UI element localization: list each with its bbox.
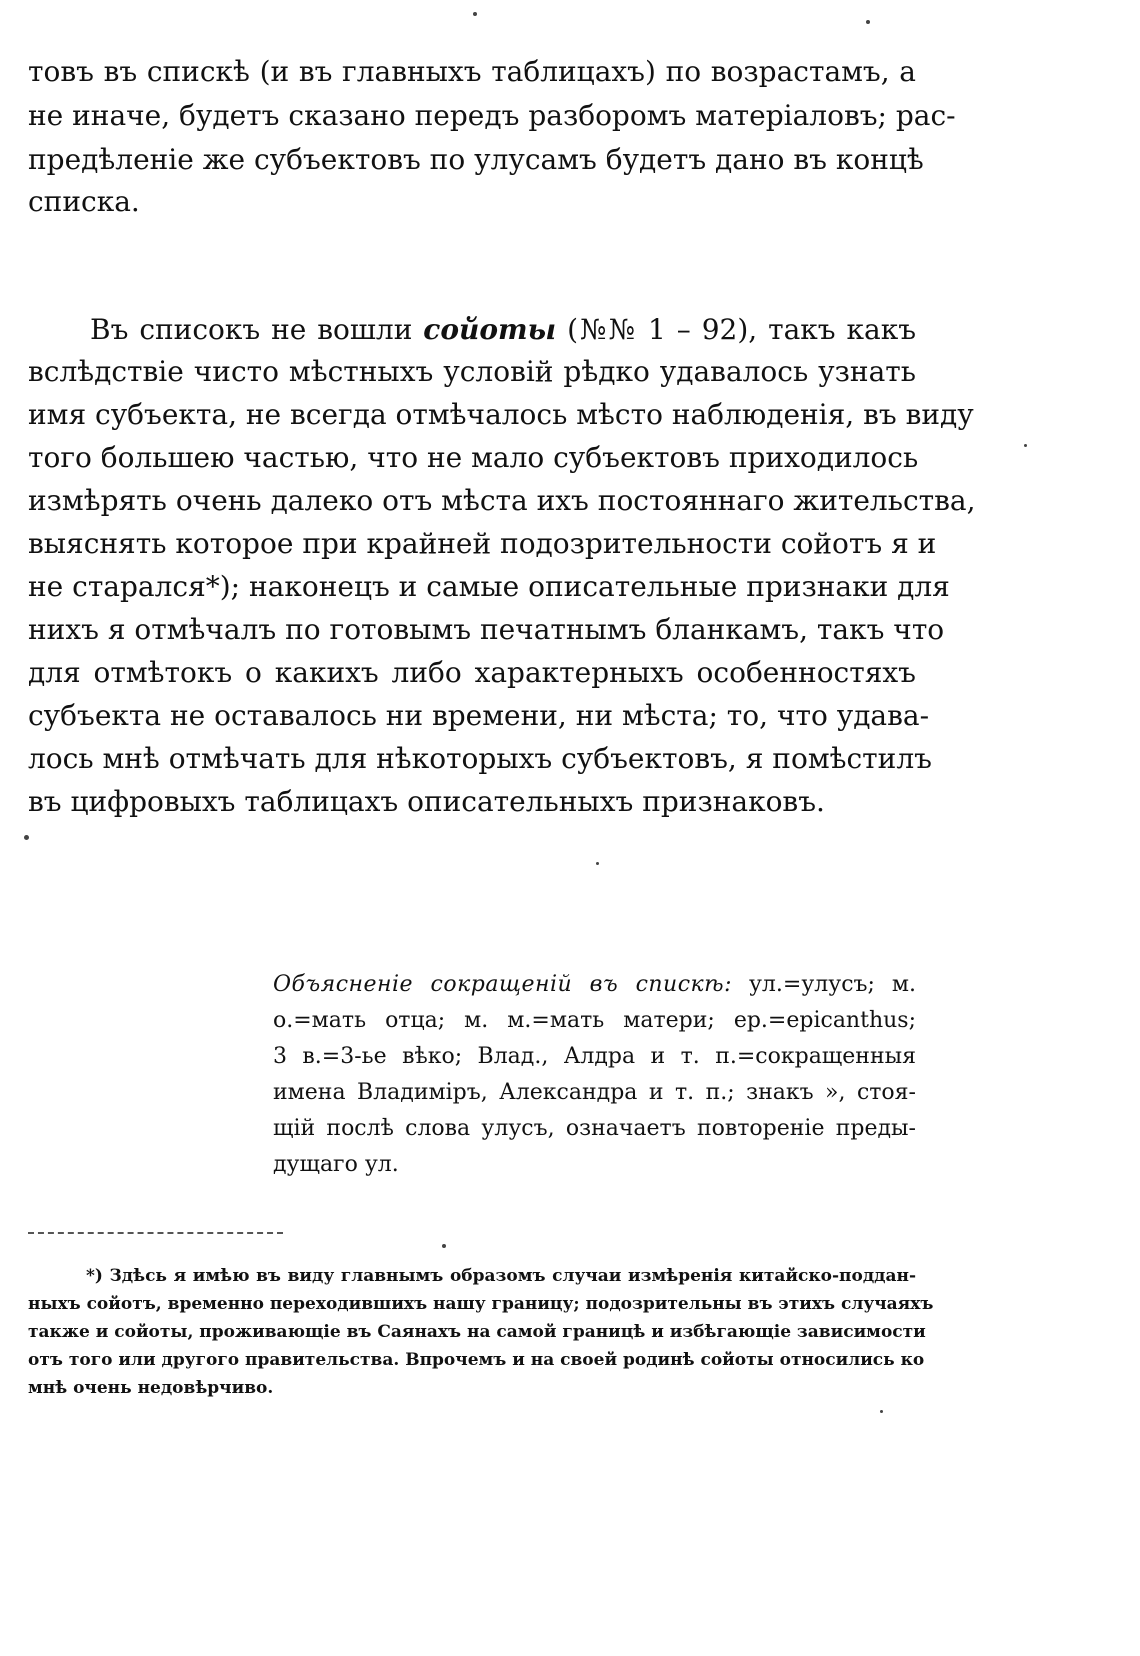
footnote-line: также и сойоты, проживающіе въ Саянахъ на самой границѣ и избѣгающіе зависимости: [28, 1322, 926, 1342]
scan-speck: [473, 12, 477, 16]
text-line: имена Владиміръ, Александра и т. п.; знакъ », стоя-: [273, 1080, 916, 1105]
text-line: нихъ я отмѣчалъ по готовымъ печатнымъ бланкамъ, такъ что: [28, 613, 945, 646]
text-line: 3 в.=3-ье вѣко; Влад., Алдра и т. п.=сокращенныя: [273, 1044, 916, 1069]
text-line: [273, 968, 916, 1002]
text-line: измѣрять очень далеко отъ мѣста ихъ постояннаго жительства,: [28, 484, 976, 517]
text-line: дущаго ул.: [273, 1152, 399, 1177]
text-line: списка.: [28, 185, 140, 218]
text-line: вслѣдствіе чисто мѣстныхъ условій рѣдко удавалось узнать: [28, 355, 916, 388]
text-line: лось мнѣ отмѣчать для нѣкоторыхъ субъектовъ, я помѣстилъ: [28, 742, 932, 775]
text-line: того большею частью, что не мало субъектовъ приходилось: [28, 441, 919, 474]
text-line: выяснять которое при крайней подозрительности сойотъ я и: [28, 527, 937, 560]
scan-speck: [880, 1410, 883, 1413]
scan-speck: [442, 1244, 446, 1248]
footnote-line: ныхъ сойотъ, временно переходившихъ нашу границу; подозрительны въ этихъ случаяхъ: [28, 1294, 934, 1314]
text-line: не старался*); наконецъ и самые описательные признаки для: [28, 570, 950, 603]
emphasis-text: сойоты: [423, 313, 557, 346]
text-line: для отмѣтокъ о какихъ либо характерныхъ особенностяхъ: [28, 656, 916, 689]
footnote-line: *) Здѣсь я имѣю въ виду главнымъ образомъ случаи измѣренія китайско-поддан-: [86, 1266, 916, 1286]
footnote-line: мнѣ очень недовѣрчиво.: [28, 1378, 274, 1398]
scan-speck: [24, 835, 29, 840]
text-line: [90, 310, 916, 350]
scan-speck: [596, 862, 599, 865]
text-line: о.=мать отца; м. м.=мать матери; ер.=epicanthus;: [273, 1008, 916, 1033]
text-line: предѣленіе же субъектовъ по улусамъ будетъ дано въ концѣ: [28, 143, 924, 176]
footnote-separator: [28, 1232, 283, 1234]
scan-speck: [1024, 444, 1027, 447]
text-line: субъекта не оставалось ни времени, ни мѣста; то, что удава-: [28, 699, 930, 732]
text-line: имя субъекта, не всегда отмѣчалось мѣсто наблюденія, въ виду: [28, 398, 974, 431]
text-line: не иначе, будетъ сказано передъ разборомъ матеріаловъ; рас-: [28, 99, 956, 132]
abbreviations-heading: Объясненіе сокращеній въ спискѣ:: [273, 972, 733, 997]
footnote-line: отъ того или другого правительства. Впрочемъ и на своей родинѣ сойоты относились ко: [28, 1350, 925, 1370]
text-span: Въ списокъ не вошли: [90, 313, 424, 346]
text-span: (№№ 1 – 92), такъ какъ: [556, 313, 917, 346]
text-line: въ цифровыхъ таблицахъ описательныхъ признаковъ.: [28, 785, 825, 818]
text-line: товъ въ спискѣ (и въ главныхъ таблицахъ) по возрастамъ, а: [28, 55, 916, 88]
text-line: щій послѣ слова улусъ, означаетъ повтореніе преды-: [273, 1116, 916, 1141]
scan-speck: [866, 20, 870, 24]
text-span: ул.=улусъ; м.: [732, 972, 916, 997]
